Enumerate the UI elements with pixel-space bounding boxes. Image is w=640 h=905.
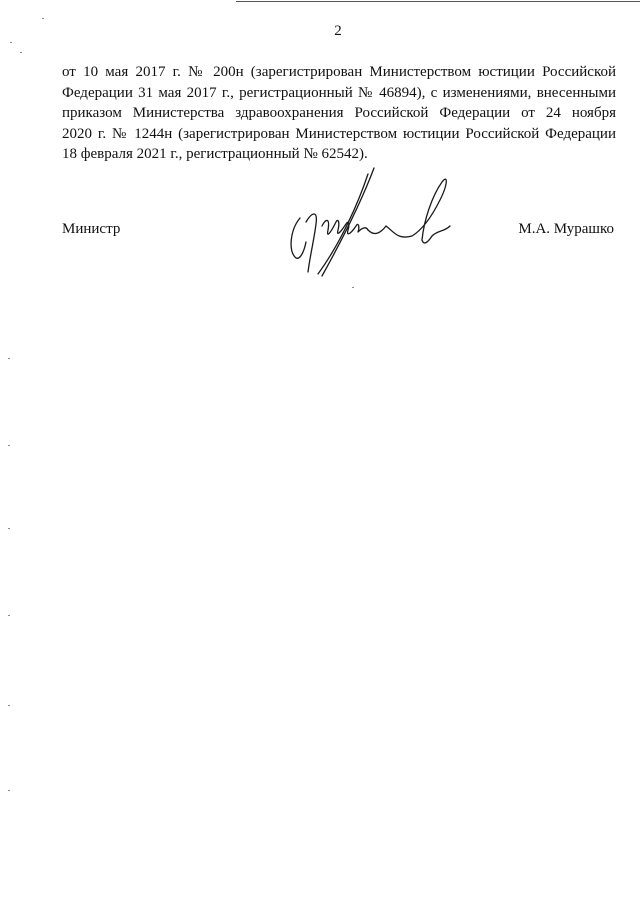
handwritten-signature (282, 160, 462, 280)
scan-speck (20, 52, 22, 53)
scan-speck (8, 790, 10, 791)
body-line-1: от 10 мая 2017 г. № 200н (зарегистрирован Министерством юстиции Российской (62, 64, 616, 80)
scan-speck (352, 287, 354, 288)
top-edge-line (236, 1, 640, 2)
scan-speck (8, 528, 10, 529)
body-line-5: 18 февраля 2021 г., регистрационный № 62542). (62, 146, 368, 162)
scan-speck (8, 705, 10, 706)
scan-speck (8, 445, 10, 446)
body-line-2: Федерации 31 мая 2017 г., регистрационный № 46894), с изменениями, внесенными (62, 84, 616, 101)
body-line-3: приказом Министерства здравоохранения Российской Федерации от 24 ноября (62, 105, 616, 121)
scan-speck (42, 18, 44, 19)
page-number: 2 (334, 23, 342, 39)
body-line-4: 2020 г. № 1244н (зарегистрирован Министерством юстиции Российской Федерации (62, 125, 616, 142)
signatory-title: Министр (62, 221, 121, 237)
signatory-name: М.А. Мурашко (518, 221, 614, 237)
body-paragraph (62, 62, 616, 165)
scan-speck (8, 615, 10, 616)
scan-speck (10, 42, 12, 43)
scan-speck (8, 358, 10, 359)
